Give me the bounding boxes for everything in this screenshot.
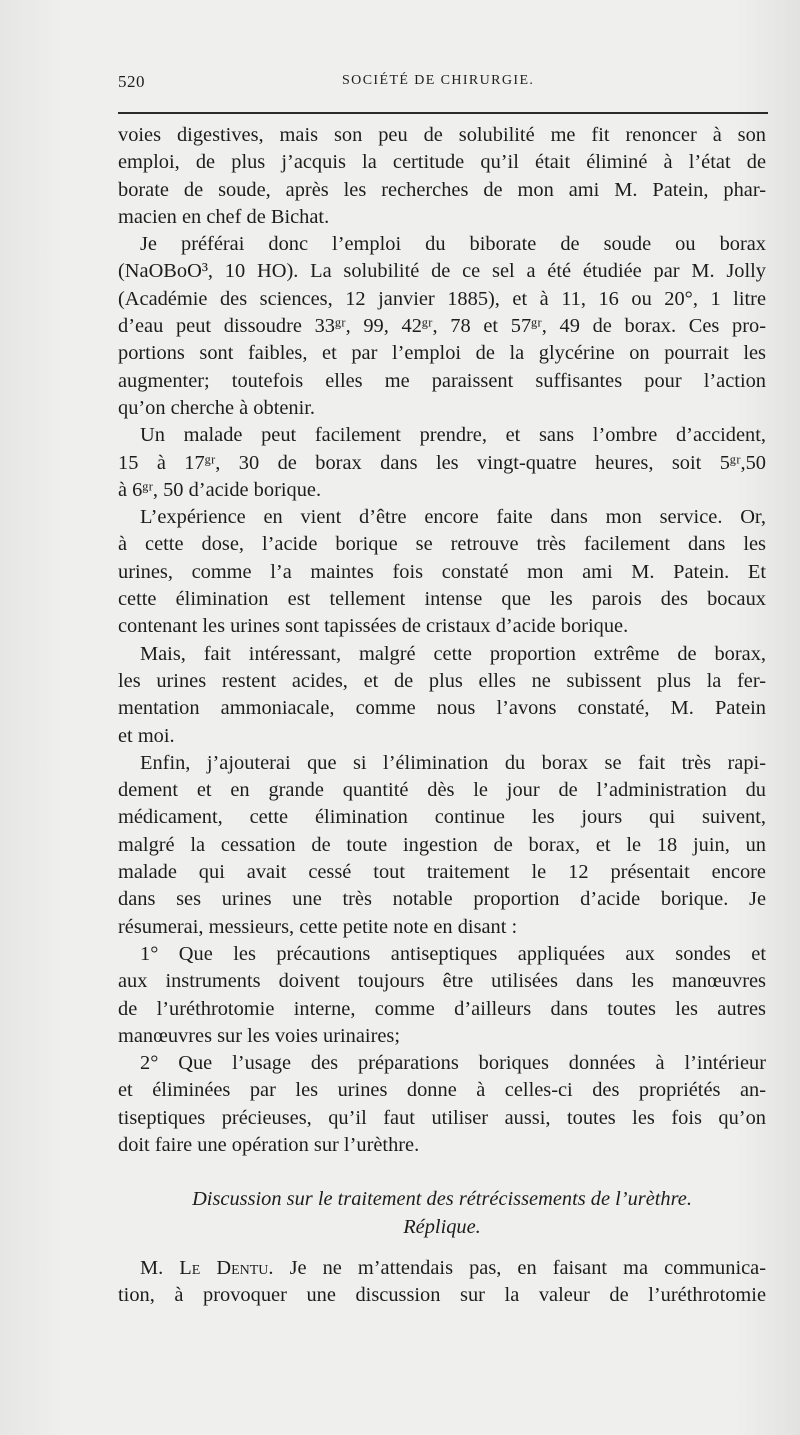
- speaker-name: M. Le Dentu.: [140, 1256, 274, 1279]
- text-line: Je préférai donc l’emploi du biborate de soude ou borax: [140, 233, 766, 256]
- text-line: contenant les urines sont tapissées de cristaux d’acide borique.: [118, 615, 629, 638]
- text-line: qu’on cherche à obtenir.: [118, 396, 316, 419]
- text-line: dans ses urines une très notable proportion d’acide borique. Je: [118, 888, 766, 911]
- section-spacer: [118, 1159, 766, 1186]
- text-line: cette élimination est tellement intense que les parois des bocaux: [118, 588, 766, 611]
- text-line: doit faire une opération sur l’urèthre.: [118, 1133, 420, 1156]
- text-line: d’eau peut dissoudre 33ᵍʳ, 99, 42ᵍʳ, 78 et 57ᵍʳ, 49 de borax. Ces pro-: [118, 315, 766, 338]
- running-title: SOCIÉTÉ DE CHIRURGIE.: [342, 73, 535, 88]
- text-line: augmenter; toutefois elles me paraissent suffisantes pour l’action: [118, 369, 766, 392]
- text-line: malgré la cessation de toute ingestion de borax, et le 18 juin, un: [118, 833, 766, 856]
- text-line: urines, comme l’a maintes fois constaté mon ami M. Patein. Et: [118, 560, 766, 583]
- text-line: 1° Que les précautions antiseptiques appliquées aux sondes et: [140, 942, 766, 965]
- page-number: 520: [118, 72, 145, 91]
- section-spacer: [118, 1241, 766, 1255]
- text-line: malade qui avait cessé tout traitement le 12 présentait encore: [118, 861, 766, 884]
- text-line: mentation ammoniacale, comme nous l’avons constaté, M. Patein: [118, 697, 766, 720]
- text-line: résumerai, messieurs, cette petite note en disant :: [118, 915, 518, 938]
- text-line: tion, à provoquer une discussion sur la valeur de l’uréthrotomie: [118, 1284, 766, 1307]
- text-line: (Académie des sciences, 12 janvier 1885), et à 11, 16 ou 20°, 1 litre: [118, 287, 766, 310]
- text-line: à 6ᵍʳ, 50 d’acide borique.: [118, 478, 322, 501]
- section-heading: Discussion sur le traitement des rétrécissements de l’urèthre.: [192, 1188, 692, 1211]
- text-line: L’expérience en vient d’être encore faite dans mon service. Or,: [140, 506, 766, 529]
- text-line: manœuvres sur les voies urinaires;: [118, 1024, 401, 1047]
- text-line: Un malade peut facilement prendre, et sans l’ombre d’accident,: [140, 424, 766, 447]
- text-line: médicament, cette élimination continue les jours qui suivent,: [118, 806, 766, 829]
- text-line: et éliminées par les urines donne à celles-ci des propriétés an-: [118, 1079, 766, 1102]
- text-line: de l’uréthrotomie interne, comme d’ailleurs dans toutes les autres: [118, 997, 766, 1020]
- text-line: 15 à 17ᵍʳ, 30 de borax dans les vingt-quatre heures, soit 5ᵍʳ,50: [118, 451, 766, 474]
- text-line: dement et en grande quantité dès le jour de l’administration du: [118, 779, 766, 802]
- text-line: 2° Que l’usage des préparations boriques données à l’intérieur: [140, 1052, 766, 1075]
- speaker-text: Je ne m’attendais pas, en faisant ma communica-: [289, 1256, 766, 1279]
- text-line: les urines restent acides, et de plus elles ne subissent plus la fer-: [118, 669, 766, 692]
- text-line: portions sont faibles, et par l’emploi de la glycérine on pourrait les: [118, 342, 766, 365]
- header-rule: [118, 112, 768, 114]
- body-text: [118, 122, 766, 1309]
- text-line: (NaOBoO³, 10 HO). La solubilité de ce sel a été étudiée par M. Jolly: [118, 260, 766, 283]
- text-line: borate de soude, après les recherches de mon ami M. Patein, phar-: [118, 178, 766, 201]
- text-line: macien en chef de Bichat.: [118, 205, 330, 228]
- text-line: [118, 1255, 766, 1282]
- section-subheading: Réplique.: [403, 1215, 481, 1238]
- text-line: aux instruments doivent toujours être utilisées dans les manœuvres: [118, 970, 766, 993]
- text-line: Enfin, j’ajouterai que si l’élimination du borax se fait très rapi-: [140, 751, 766, 774]
- page-header: [118, 72, 764, 96]
- text-line: tiseptiques précieuses, qu’il faut utiliser aussi, toutes les fois qu’on: [118, 1106, 766, 1129]
- text-line: et moi.: [118, 724, 175, 747]
- text-line: à cette dose, l’acide borique se retrouve très facilement dans les: [118, 533, 766, 556]
- text-line: emploi, de plus j’acquis la certitude qu’il était éliminé à l’état de: [118, 151, 766, 174]
- text-line: Mais, fait intéressant, malgré cette proportion extrême de borax,: [140, 642, 766, 665]
- text-line: voies digestives, mais son peu de solubilité me fit renoncer à son: [118, 124, 766, 146]
